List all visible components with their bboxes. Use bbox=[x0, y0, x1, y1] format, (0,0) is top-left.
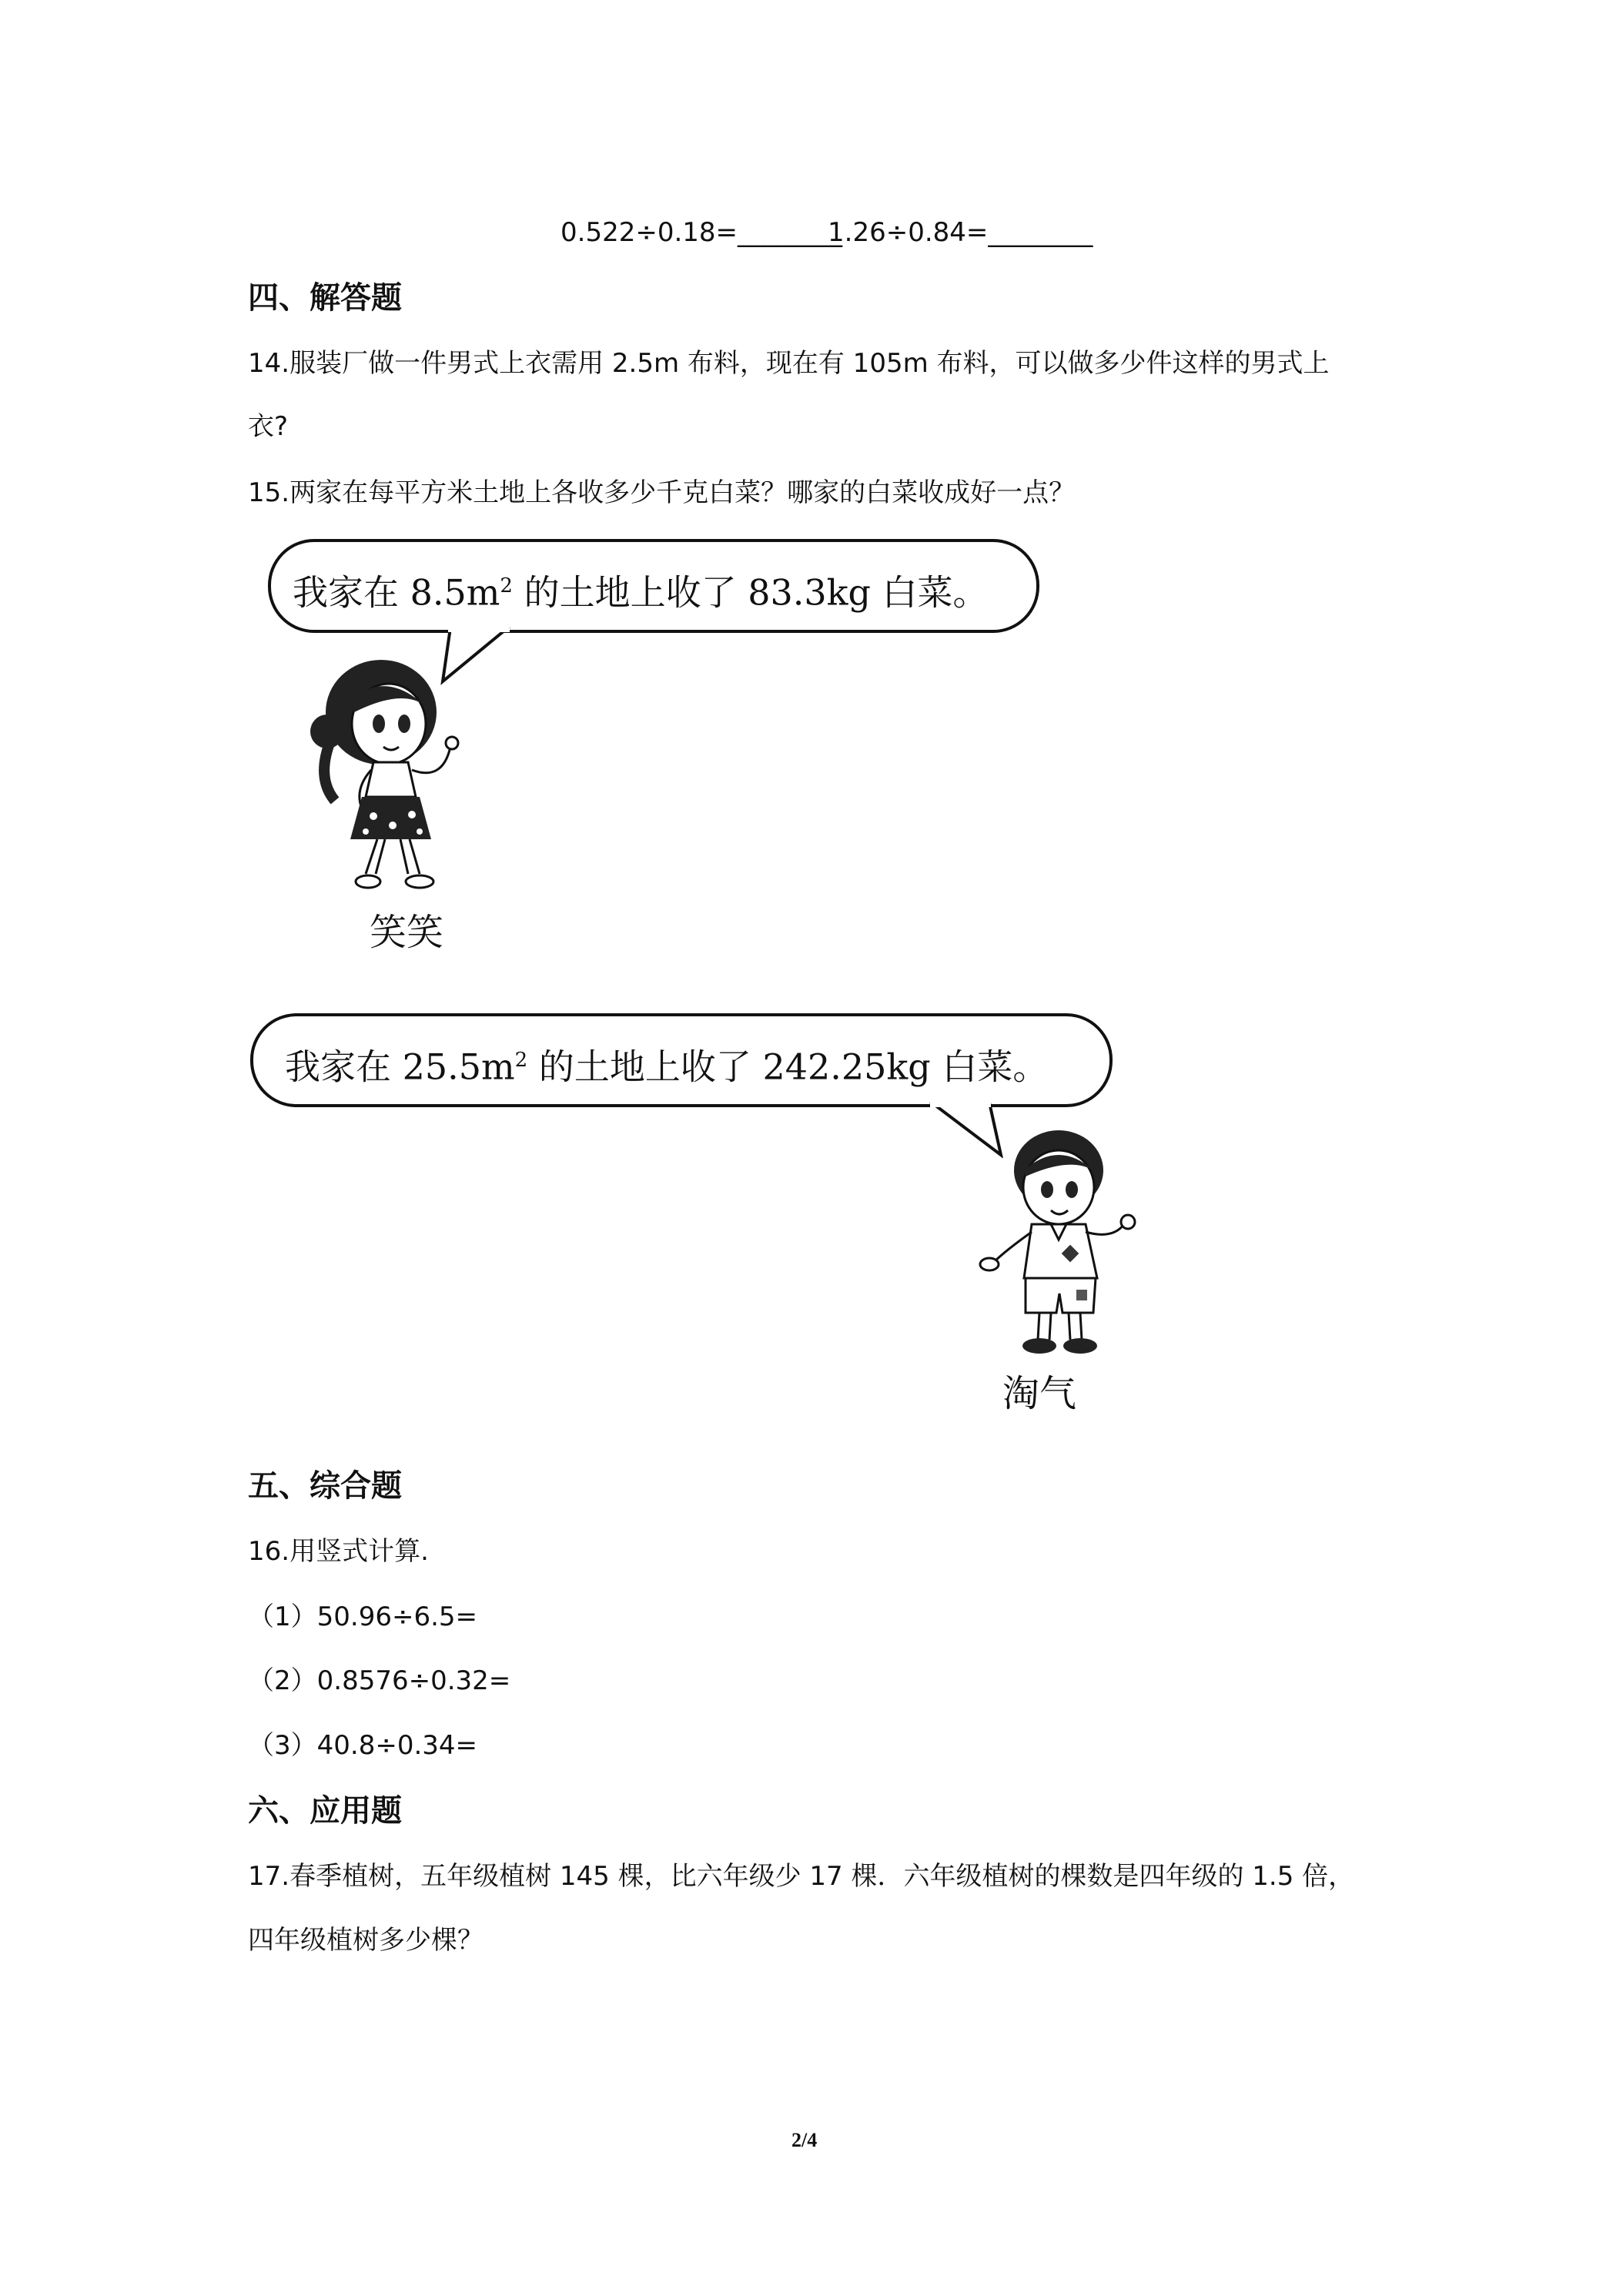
division-expression-2: 1.26÷0.84=________ bbox=[828, 217, 1093, 248]
speech-text-taoqi bbox=[285, 1039, 1048, 1088]
speech-text-taoqi-sup: 2 bbox=[514, 1049, 528, 1072]
girl-illustration bbox=[308, 647, 485, 901]
question-17-line-1: 17.春季植树，五年级植树 145 棵，比六年级少 17 棵．六年级植树的棵数是四年级的 1.5 倍， bbox=[248, 1861, 1355, 1892]
caption-taoqi: 淘气 bbox=[1002, 1372, 1077, 1415]
question-14-line-2: 衣? bbox=[248, 411, 289, 442]
question-16: 16.用竖式计算. bbox=[248, 1536, 429, 1567]
question-17-line-2: 四年级植树多少棵？ bbox=[248, 1925, 484, 1956]
question-14-line-1: 14.服装厂做一件男式上衣需用 2.5m 布料，现在有 105m 布料，可以做多少件这样的男式上 bbox=[248, 348, 1330, 379]
caption-xiaoxiao: 笑笑 bbox=[370, 911, 444, 954]
question-16-item-3: （3）40.8÷0.34= bbox=[248, 1730, 478, 1761]
section-heading-5: 五、综合题 bbox=[248, 1468, 402, 1504]
division-expression-1: 0.522÷0.18=________ bbox=[561, 217, 843, 248]
speech-text-xiaoxiao-pre: 我家在 8.5m bbox=[293, 571, 500, 614]
question-16-item-1: （1）50.96÷6.5= bbox=[248, 1602, 478, 1632]
section-heading-6: 六、应用题 bbox=[248, 1793, 402, 1829]
question-15: 15.两家在每平方米土地上各收多少千克白菜？哪家的白菜收成好一点？ bbox=[248, 477, 1076, 508]
speech-text-taoqi-pre: 我家在 25.5m bbox=[285, 1046, 515, 1088]
page-number: 2/4 bbox=[791, 2129, 818, 2151]
speech-text-taoqi-post: 的土地上收了 242.25kg 白菜。 bbox=[527, 1046, 1049, 1088]
boy-illustration bbox=[978, 1116, 1147, 1363]
question-16-item-2: （2）0.8576÷0.32= bbox=[248, 1665, 511, 1696]
speech-text-xiaoxiao bbox=[293, 564, 989, 614]
section-heading-4: 四、解答题 bbox=[248, 280, 402, 316]
speech-text-xiaoxiao-sup: 2 bbox=[500, 574, 513, 597]
speech-text-xiaoxiao-post: 的土地上收了 83.3kg 白菜。 bbox=[512, 571, 989, 614]
